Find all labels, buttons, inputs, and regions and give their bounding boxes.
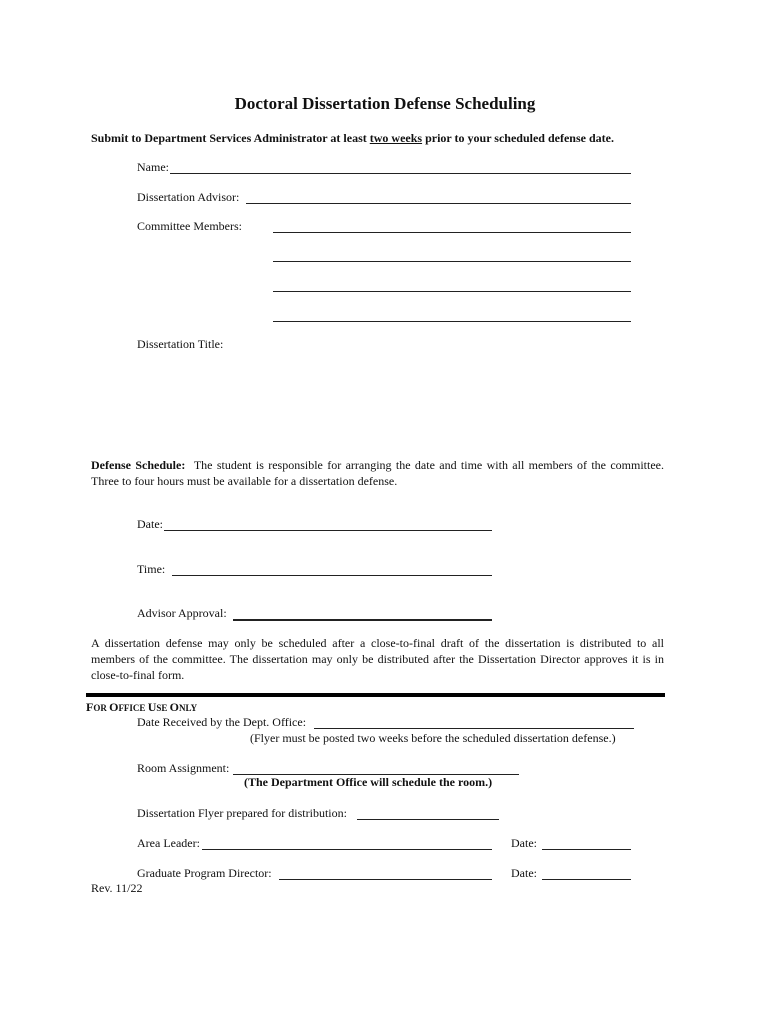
flyer-prepared-label: Dissertation Flyer prepared for distribution: [137, 806, 347, 820]
time-label: Time: [137, 562, 166, 576]
committee-line-1 [273, 232, 631, 233]
area-leader-date-field[interactable] [544, 835, 629, 849]
gpd-label: Graduate Program Director: [137, 866, 272, 880]
area-leader-field[interactable] [204, 835, 490, 849]
defense-schedule-paragraph: Defense Schedule: The student is responsible for arranging the date and time with all members of the committee. Three to four hours must be available for a dissertation defense. [91, 458, 664, 488]
advisor-field[interactable] [248, 189, 629, 203]
committee-line-3 [273, 291, 631, 292]
dissertation-title-field[interactable] [137, 356, 635, 450]
name-line [170, 173, 631, 174]
date-received-field[interactable] [316, 714, 632, 728]
gpd-date-field[interactable] [544, 865, 629, 879]
date-received-label: Date Received by the Dept. Office: [137, 715, 307, 729]
flyer-prepared-line [357, 819, 499, 820]
area-leader-line [202, 849, 492, 850]
flyer-note: (Flyer must be posted two weeks before the scheduled dissertation defense.) [250, 731, 616, 745]
dissertation-title-label: Dissertation Title: [137, 337, 224, 351]
room-note: (The Department Office will schedule the room.) [244, 775, 493, 789]
gpd-field[interactable] [281, 865, 490, 879]
advisor-line [246, 203, 631, 204]
flyer-prepared-field[interactable] [359, 805, 497, 819]
advisor-label: Dissertation Advisor: [137, 190, 240, 204]
committee-member-field-2[interactable] [275, 247, 629, 261]
name-field[interactable] [172, 159, 629, 173]
date-label: Date: [137, 517, 163, 531]
committee-member-field-4[interactable] [275, 307, 629, 321]
committee-line-4 [273, 321, 631, 322]
submit-emphasis: two weeks [369, 131, 423, 145]
date-line [164, 530, 492, 531]
committee-line-2 [273, 261, 631, 262]
room-assignment-label: Room Assignment: [137, 761, 230, 775]
committee-member-field-1[interactable] [275, 218, 629, 232]
room-assignment-field[interactable] [235, 760, 517, 774]
revision-label: Rev. 11/22 [91, 881, 143, 895]
form-title: Doctoral Dissertation Defense Scheduling [234, 94, 536, 113]
advisor-approval-label: Advisor Approval: [137, 606, 227, 620]
area-leader-date-line [542, 849, 631, 850]
gpd-date-line [542, 879, 631, 880]
time-field[interactable] [174, 561, 490, 575]
advisor-approval-field[interactable] [235, 605, 490, 619]
committee-member-field-3[interactable] [275, 277, 629, 291]
date-received-line [314, 728, 634, 729]
notice-paragraph: A dissertation defense may only be scheduled after a close-to-final draft of the dissertation is distributed to all members of the committee. The dissertation may only be distributed after the Dissertation Director approves it is in close-to-final form. [91, 636, 664, 682]
office-divider [86, 693, 665, 697]
gpd-date-label: Date: [511, 866, 537, 880]
committee-label: Committee Members: [137, 219, 242, 233]
time-line [172, 575, 492, 576]
name-label: Name: [137, 160, 169, 174]
gpd-line [279, 879, 492, 880]
office-use-heading: FOR OFFICE USE ONLY [86, 700, 198, 714]
area-leader-label: Area Leader: [137, 836, 200, 850]
date-field[interactable] [166, 516, 490, 530]
area-leader-date-label: Date: [511, 836, 537, 850]
defense-schedule-heading: Defense Schedule: [91, 458, 186, 472]
advisor-approval-line [233, 619, 492, 621]
submit-instruction: Submit to Department Services Administrator at least two weeks prior to your scheduled defense date. [91, 131, 614, 145]
